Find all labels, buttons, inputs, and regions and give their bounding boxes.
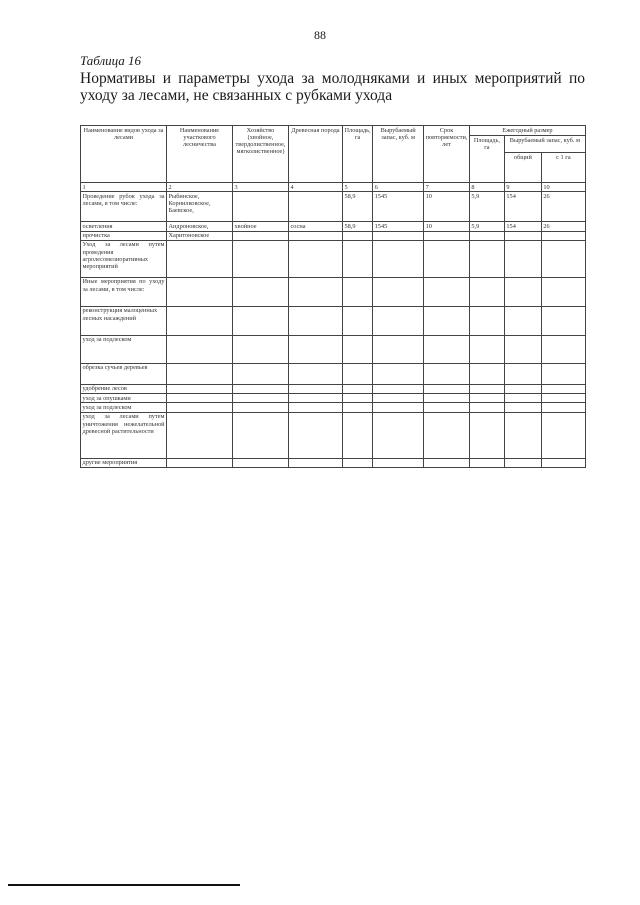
header-kind: Наименование видов ухода за лесами <box>81 126 167 183</box>
header-species: Древесная порода <box>289 126 343 183</box>
row-forestry: Харитоновское <box>167 231 233 240</box>
col-number: 9 <box>504 183 541 192</box>
row-annual-per-ha: 26 <box>541 222 585 231</box>
header-annual-harvest: Вырубаемый запас, куб. м <box>504 136 585 153</box>
norms-table <box>80 125 586 468</box>
row-area: 58,9 <box>343 222 373 231</box>
page-number: 88 <box>314 28 326 42</box>
row-area: 58,9 <box>343 192 373 222</box>
row-name: Проведение рубок ухода за лесами, в том числе: <box>81 192 167 222</box>
header-household: Хозяйство (хвойное, твердолиственное, мягколиственное) <box>233 126 289 183</box>
header-period: Срок повторяемости, лет <box>424 126 470 183</box>
row-annual-area: 5,9 <box>469 222 504 231</box>
footer-rule <box>8 884 240 886</box>
row-forestry: Рыбинское, Корнилковское, Баевское, <box>167 192 233 222</box>
header-annual: Ежегодный размер <box>469 126 585 136</box>
table-row <box>81 458 586 467</box>
row-period: 10 <box>424 192 470 222</box>
row-name: другие мероприятия <box>81 458 167 467</box>
table-row <box>81 412 586 458</box>
col-number: 3 <box>233 183 289 192</box>
row-name: уход за лесами путем уничтожения нежелательной древесной растительности <box>81 412 167 458</box>
row-period: 10 <box>424 222 470 231</box>
col-number: 5 <box>343 183 373 192</box>
row-household <box>233 192 289 222</box>
header-forestry: Наименование участкового лесничества <box>167 126 233 183</box>
row-name: уход за опушками <box>81 394 167 403</box>
table-row <box>81 231 586 240</box>
row-name: обрезка сучьев деревьев <box>81 363 167 384</box>
table-label: Таблица 16 <box>80 53 142 68</box>
row-name: удобрение лесов <box>81 384 167 393</box>
table-row <box>81 277 586 306</box>
table-row <box>81 394 586 403</box>
header-annual-area: Площадь, га <box>469 136 504 183</box>
row-name: уход за подлеском <box>81 335 167 363</box>
table-title: Нормативы и параметры ухода за молодняками и иных мероприятий по уходу за лесами, не связанных с рубками ухода <box>80 70 585 104</box>
col-number: 7 <box>424 183 470 192</box>
row-annual-area: 5,9 <box>469 192 504 222</box>
row-name: уход за подлеском <box>81 403 167 412</box>
table-row <box>81 363 586 384</box>
table-row <box>81 222 586 231</box>
table-row <box>81 306 586 335</box>
row-name: Иные мероприятия по уходу за лесами, в том числе: <box>81 277 167 306</box>
header-area: Площадь, га <box>343 126 373 183</box>
row-forestry: Андроновское, <box>167 222 233 231</box>
col-number: 10 <box>541 183 585 192</box>
col-number: 2 <box>167 183 233 192</box>
header-per-ha: с 1 га <box>541 153 585 183</box>
row-name: прочистка <box>81 231 167 240</box>
row-annual-total: 154 <box>504 222 541 231</box>
row-volume: 1545 <box>373 192 424 222</box>
col-number: 4 <box>289 183 343 192</box>
row-annual-per-ha: 26 <box>541 192 585 222</box>
col-number: 8 <box>469 183 504 192</box>
table-row <box>81 403 586 412</box>
row-name: осветления <box>81 222 167 231</box>
col-number: 1 <box>81 183 167 192</box>
table-row <box>81 240 586 277</box>
column-number-row <box>81 183 586 192</box>
col-number: 6 <box>373 183 424 192</box>
row-name: реконструкция малоценных лесных насаждений <box>81 306 167 335</box>
table-row <box>81 384 586 393</box>
table-row <box>81 192 586 222</box>
row-species <box>289 192 343 222</box>
row-species: сосна <box>289 222 343 231</box>
header-volume: Вырубаемый запас, куб. м <box>373 126 424 183</box>
header-total: общий <box>504 153 541 183</box>
table-row <box>81 335 586 363</box>
row-name: Уход за лесами путем проведения агролесомелиоративных мероприятий <box>81 240 167 277</box>
row-annual-total: 154 <box>504 192 541 222</box>
row-volume: 1545 <box>373 222 424 231</box>
row-household: хвойное <box>233 222 289 231</box>
